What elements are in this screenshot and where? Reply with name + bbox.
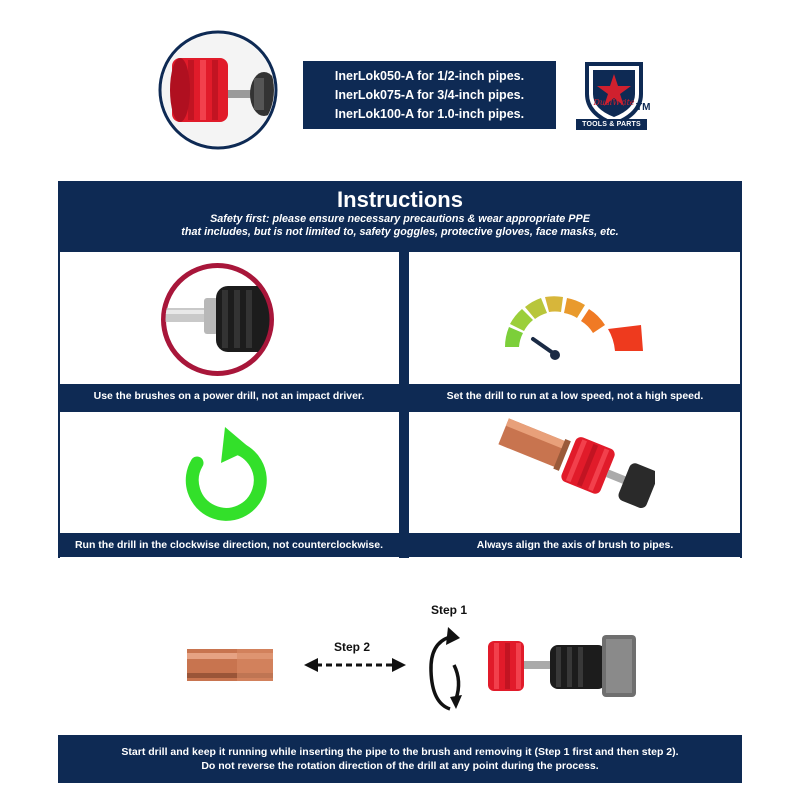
step-caption: Set the drill to run at a low speed, not a high speed. bbox=[408, 384, 742, 408]
step-1-label: Step 1 bbox=[431, 603, 468, 617]
step-2-label: Step 2 bbox=[334, 640, 371, 654]
grid-divider bbox=[58, 408, 742, 412]
model-line: InerLok050-A for 1/2-inch pipes. bbox=[334, 68, 525, 83]
brush-drill-assembly-image bbox=[486, 635, 636, 697]
logo-brand-script: DualWrite bbox=[593, 98, 635, 107]
trademark-mark: TM bbox=[636, 102, 651, 113]
logo-tagline: TOOLS & PARTS bbox=[576, 119, 647, 130]
model-list-box bbox=[303, 61, 556, 129]
instructions-header bbox=[58, 181, 742, 252]
model-line: InerLok100-A for 1.0-inch pipes. bbox=[334, 106, 525, 121]
safety-notice bbox=[58, 213, 742, 239]
drill-chuck-image bbox=[160, 262, 275, 377]
rotation-arrow-icon bbox=[426, 625, 472, 715]
step-caption: Run the drill in the clockwise direction, not counterclockwise. bbox=[58, 533, 400, 557]
double-arrow-icon bbox=[304, 658, 406, 672]
process-note-line: Start drill and keep it running while inserting the pipe to the brush and removing it (Step 1 first and then step 2). bbox=[121, 746, 679, 758]
copper-pipe-image bbox=[187, 649, 273, 681]
safety-line: that includes, but is not limited to, safety goggles, protective gloves, face masks, etc. bbox=[181, 226, 619, 238]
instructions-title: Instructions bbox=[337, 187, 463, 212]
process-note-line: Do not reverse the rotation direction of the drill at any point during the process. bbox=[201, 760, 599, 772]
speed-gauge-icon bbox=[500, 275, 650, 365]
align-brush-image bbox=[490, 415, 655, 530]
safety-line: Safety first: please ensure necessary precautions & wear appropriate PPE bbox=[210, 213, 590, 225]
clockwise-arrow-icon bbox=[175, 423, 270, 523]
brush-on-drill-image bbox=[158, 30, 278, 150]
model-line: InerLok075-A for 3/4-inch pipes. bbox=[334, 87, 525, 102]
step-caption: Use the brushes on a power drill, not an impact driver. bbox=[58, 384, 400, 408]
step-caption: Always align the axis of brush to pipes. bbox=[408, 533, 742, 557]
process-note-box bbox=[58, 735, 742, 783]
